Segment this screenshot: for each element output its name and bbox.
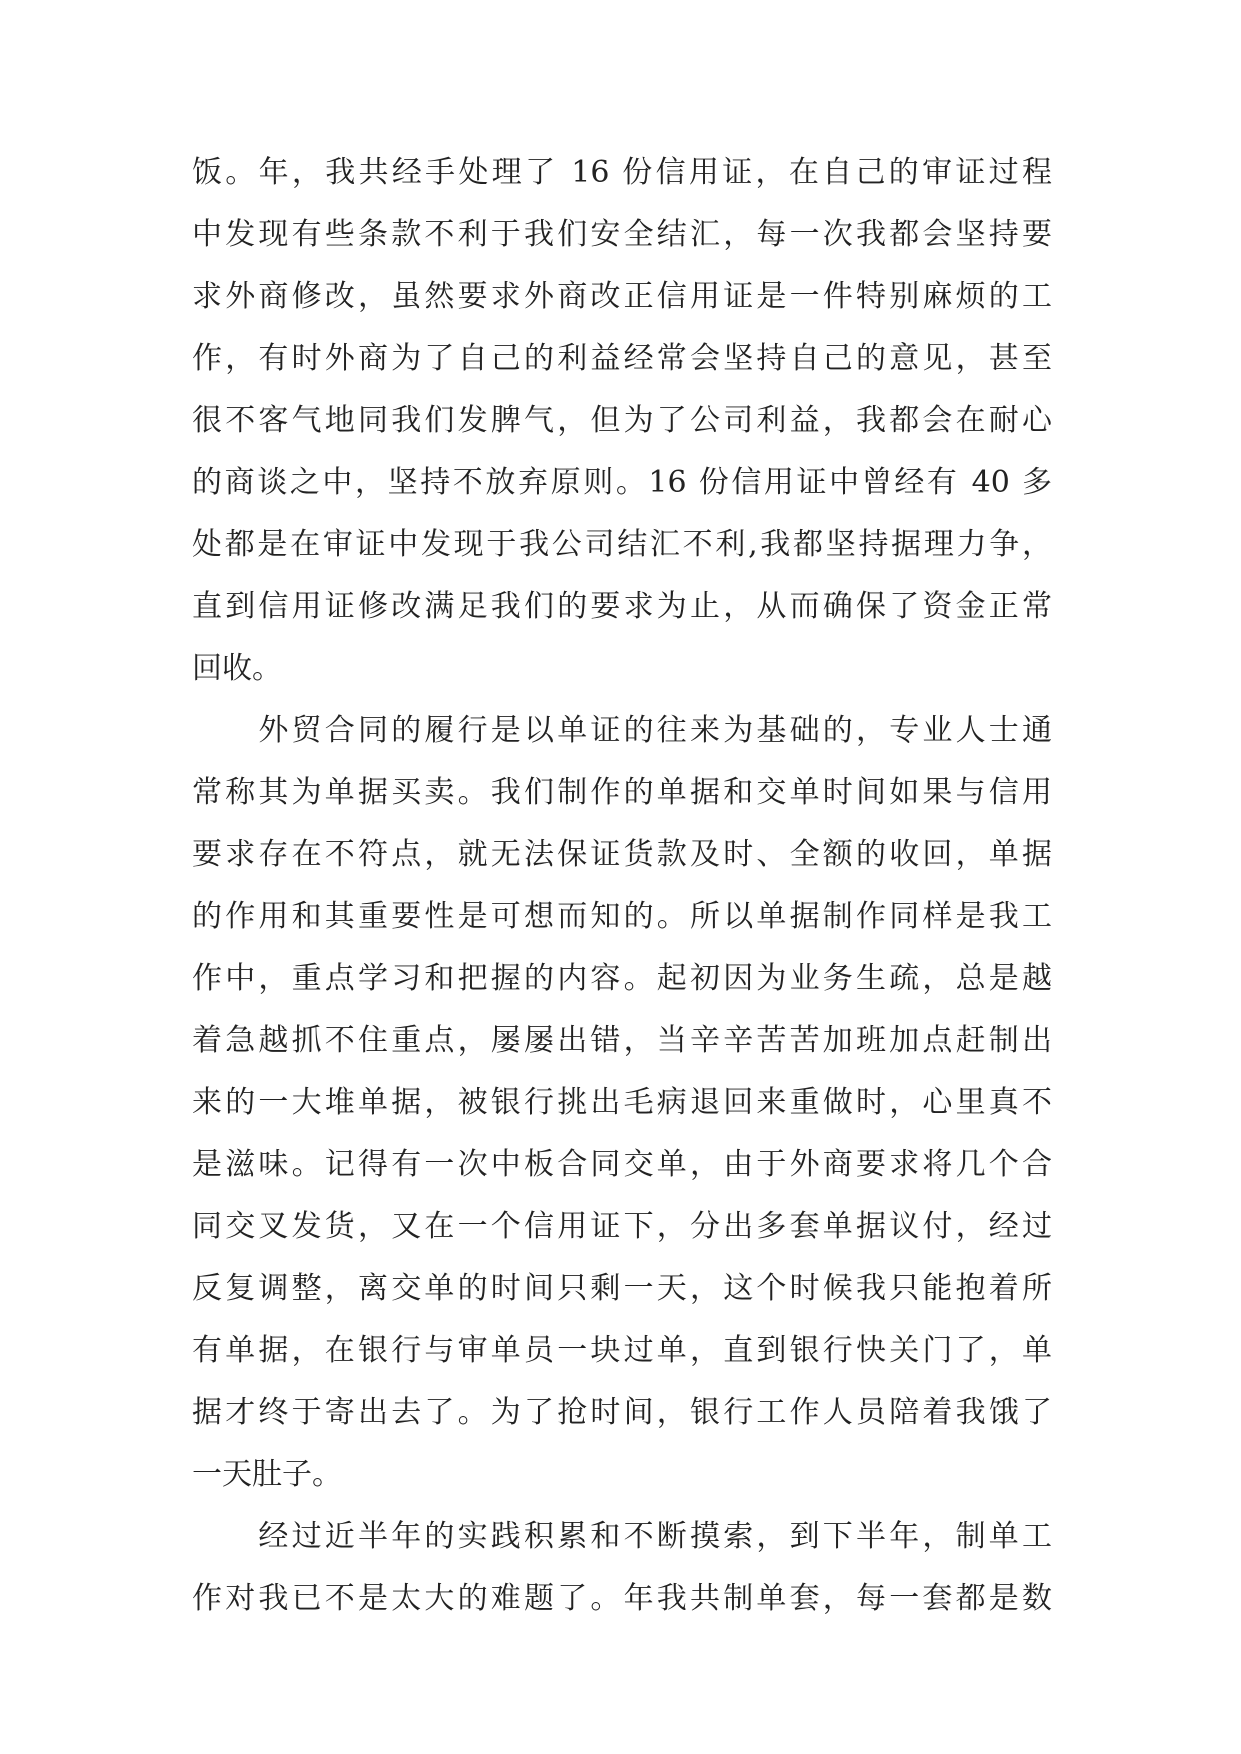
text-line: 是滋味。记得有一次中板合同交单，由于外商要求将几个合	[192, 1147, 1052, 1182]
text-line: 同交叉发货，又在一个信用证下，分出多套单据议付，经过	[192, 1209, 1052, 1244]
text-line: 一天肚子。	[192, 1457, 342, 1492]
text-line: 作中，重点学习和把握的内容。起初因为业务生疏，总是越	[192, 961, 1052, 996]
text-line: 作，有时外商为了自己的利益经常会坚持自己的意见，甚至	[192, 341, 1052, 376]
text-line: 作对我已不是太大的难题了。年我共制单套，每一套都是数	[192, 1581, 1052, 1616]
text-line: 反复调整，离交单的时间只剩一天，这个时候我只能抱着所	[192, 1271, 1052, 1306]
text-line: 据才终于寄出去了。为了抢时间，银行工作人员陪着我饿了	[192, 1395, 1052, 1430]
text-line: 饭。年，我共经手处理了 16 份信用证，在自己的审证过程	[192, 155, 1052, 190]
text-line: 有单据，在银行与审单员一块过单，直到银行快关门了，单	[192, 1333, 1052, 1368]
text-line: 要求存在不符点，就无法保证货款及时、全额的收回，单据	[192, 837, 1052, 872]
text-line: 回收。	[192, 651, 282, 686]
text-line: 外贸合同的履行是以单证的往来为基础的，专业人士通	[192, 713, 1052, 748]
text-line: 求外商修改，虽然要求外商改正信用证是一件特别麻烦的工	[192, 279, 1052, 314]
text-line: 常称其为单据买卖。我们制作的单据和交单时间如果与信用	[192, 775, 1052, 810]
text-line: 很不客气地同我们发脾气，但为了公司利益，我都会在耐心	[192, 403, 1052, 438]
document-body	[192, 142, 1052, 1630]
text-line: 的作用和其重要性是可想而知的。所以单据制作同样是我工	[192, 899, 1052, 934]
text-line: 直到信用证修改满足我们的要求为止，从而确保了资金正常	[192, 589, 1052, 624]
text-line: 处都是在审证中发现于我公司结汇不利,我都坚持据理力争，	[192, 527, 1052, 562]
text-line: 着急越抓不住重点，屡屡出错，当辛辛苦苦加班加点赶制出	[192, 1023, 1052, 1058]
text-line: 的商谈之中，坚持不放弃原则。16 份信用证中曾经有 40 多	[192, 465, 1052, 500]
text-line: 经过近半年的实践积累和不断摸索，到下半年，制单工	[192, 1519, 1052, 1554]
text-line: 来的一大堆单据，被银行挑出毛病退回来重做时，心里真不	[192, 1085, 1052, 1120]
text-line: 中发现有些条款不利于我们安全结汇，每一次我都会坚持要	[192, 217, 1052, 252]
